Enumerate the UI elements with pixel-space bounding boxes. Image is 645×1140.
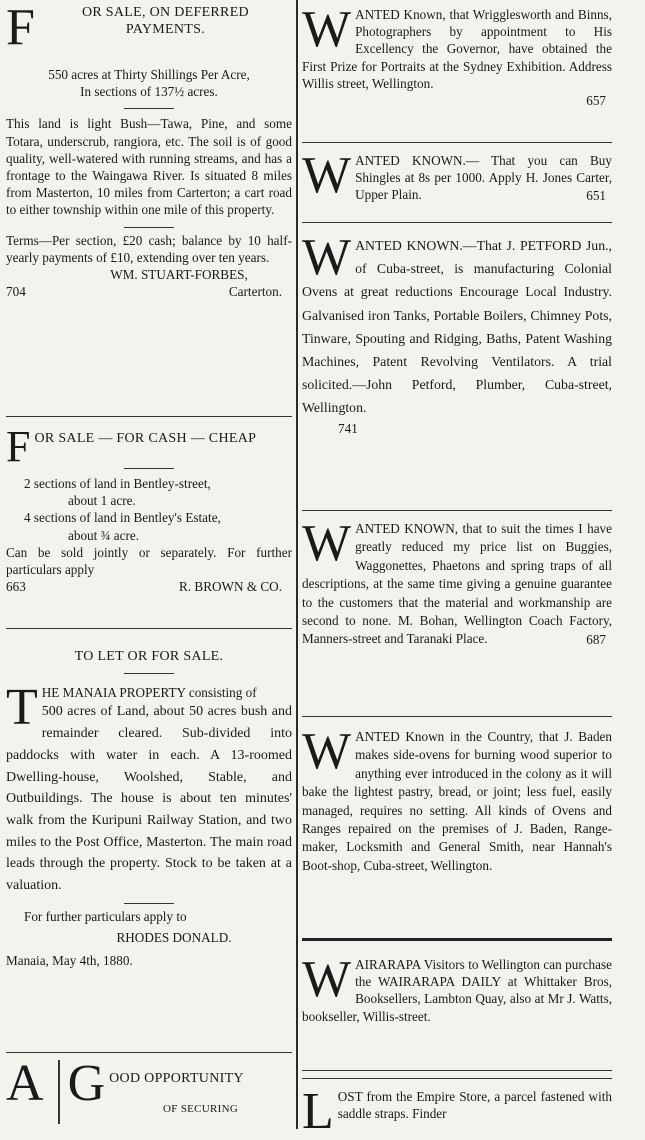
drop-cap: L bbox=[302, 1083, 334, 1140]
divider bbox=[6, 628, 292, 629]
ad-line: In sections of 137½ acres. bbox=[80, 84, 218, 100]
ad-body: 500 acres of Land, about 50 acres bush and remainder cleared. Sub-divided into paddocks with water in each. A 13-roomed Dwelling-house, Woolshed, Stable, and Outbuildings. The house is about ten minutes' walk from the Kuripuni Railway Station, and two miles to the Post Office, Masterton. The main road leads through the property. Stock to be taken at a valuation. bbox=[6, 704, 292, 894]
ad-title: OR SALE — FOR CASH — CHEAP bbox=[34, 431, 257, 446]
ad-petford bbox=[302, 229, 612, 437]
ad-title: OR SALE, ON DEFERRED bbox=[81, 5, 249, 20]
drop-cap: G bbox=[67, 1055, 106, 1112]
ad-body: This land is light Bush—Tawa, Pine, and some Totara, underscrub, rangiora, etc. The soil is of good quality, well-watered with running streams, and has a frontage to the Waingawa River. Is situated 8 miles from Masterton, 10 miles from Carterton; a cart road to either township within one mile of this property. bbox=[6, 116, 292, 218]
divider bbox=[6, 1052, 292, 1053]
ad-item: about ¾ acre. bbox=[68, 527, 140, 543]
ad-terms: Terms—Per section, £20 cash; balance by 10 half-yearly payments of £10, extending over ten years. bbox=[6, 232, 292, 265]
drop-cap: W bbox=[302, 723, 352, 780]
ad-to-let bbox=[6, 648, 292, 969]
ad-signature: RHODES DONALD. bbox=[116, 929, 232, 945]
ad-place: Carterton. bbox=[228, 284, 282, 300]
divider-thick bbox=[302, 938, 612, 941]
drop-cap: F bbox=[6, 0, 35, 56]
ad-line: 550 acres at Thirty Shillings Per Acre, bbox=[48, 67, 250, 82]
ad-body: Can be sold jointly or separately. For further particulars apply bbox=[6, 544, 292, 578]
ad-title: OOD OPPORTUNITY bbox=[109, 1071, 244, 1086]
ad-for-sale-cash bbox=[6, 422, 292, 595]
short-rule bbox=[124, 673, 174, 674]
ad-item: 2 sections of land in Bentley-street, bbox=[24, 476, 211, 491]
short-rule bbox=[124, 468, 174, 469]
ad-body: ANTED Known in the Country, that J. Baden makes side-ovens for burning wood superior to anything ever introduced in the colony as it will bake the lightest pastry, bread, or joint; less fuel, easily managed, requires no setting. All kinds of Ovens and Ranges repaired on the premises of J. Baden, Range-maker, Locksmith and General Smith, near Hannah's Boot-shop, Cuba-street, Wellington. bbox=[302, 729, 612, 873]
right-column bbox=[302, 0, 612, 1140]
divider bbox=[302, 1078, 612, 1079]
short-rule bbox=[124, 227, 174, 228]
divider bbox=[302, 1070, 612, 1071]
ad-item: about 1 acre. bbox=[68, 493, 136, 509]
divider bbox=[302, 510, 612, 511]
ad-body: OST from the Empire Store, a parcel fastened with saddle straps. Finder bbox=[337, 1089, 612, 1122]
ad-number: 657 bbox=[586, 93, 606, 109]
ad-signature: R. BROWN & CO. bbox=[179, 579, 282, 595]
ad-shingles bbox=[302, 147, 612, 204]
drop-cap: A bbox=[6, 1055, 44, 1112]
drop-cap: W bbox=[302, 229, 352, 286]
ad-title: TO LET OR FOR SALE. bbox=[74, 649, 224, 664]
divider bbox=[302, 142, 612, 143]
left-column bbox=[6, 0, 292, 1129]
ad-lost bbox=[302, 1083, 612, 1140]
ad-body: ANTED KNOWN.— That you can Buy Shingles at 8s per 1000. Apply H. Jones Carter, Upper Plain. bbox=[355, 153, 612, 203]
drop-cap: T bbox=[6, 679, 38, 737]
divider bbox=[302, 716, 612, 717]
ad-bohan bbox=[302, 515, 612, 648]
ad-body: ANTED KNOWN.—That J. PETFORD Jun., of Cuba-street, is manufacturing Colonial Ovens at great reductions Encourage Local Industry. Galvanised iron Tanks, Portable Boilers, Chimney Pots, Tinware, Spouting and Ridging, Baths, Patent Washing Machines, Patent Revolving Ventilators. A trial solicited.—John Petford, Plumber, Cuba-street, Wellington. bbox=[302, 238, 612, 416]
inner-rule bbox=[58, 1060, 60, 1124]
ad-wrigglesworth bbox=[302, 1, 612, 109]
drop-cap: F bbox=[6, 422, 31, 471]
divider bbox=[6, 416, 292, 417]
ad-date: Manaia, May 4th, 1880. bbox=[6, 953, 133, 969]
ad-apply: For further particulars apply to bbox=[24, 908, 187, 924]
ad-signature: WM. STUART-FORBES, bbox=[110, 267, 248, 283]
drop-cap: W bbox=[302, 147, 352, 204]
drop-cap: W bbox=[302, 1, 352, 58]
ad-number: 651 bbox=[586, 187, 606, 203]
short-rule bbox=[124, 903, 174, 904]
drop-cap: W bbox=[302, 951, 352, 1008]
ad-body: ANTED Known, that Wrigglesworth and Binns, Photographers by appointment to His Excellency the Governor, have obtained the First Prize for Portraits at the Sydney Exhibition. Address Willis street, Wellington. bbox=[302, 7, 612, 91]
column-divider bbox=[296, 0, 298, 1129]
ad-body: HE MANAIA PROPERTY consisting of bbox=[41, 685, 257, 701]
ad-title-2: PAYMENTS. bbox=[125, 22, 205, 38]
ad-good-opportunity bbox=[6, 1055, 292, 1124]
ad-number: 704 bbox=[6, 284, 26, 300]
ad-subtitle: OF SECURING bbox=[163, 1103, 239, 1116]
ad-wairarapa-visitors bbox=[302, 951, 612, 1025]
ad-for-sale-deferred bbox=[6, 0, 292, 300]
ad-number: 741 bbox=[338, 420, 358, 436]
divider bbox=[302, 222, 612, 223]
ad-number: 663 bbox=[6, 579, 26, 595]
short-rule bbox=[124, 108, 174, 109]
ad-number: 687 bbox=[586, 631, 606, 647]
ad-body: AIRARAPA Visitors to Wellington can purchase the WAIRARAPA DAILY at Whittaker Bros, Booksellers, Lambton Quay, also at Mr J. Watts, bookseller, Willis-street. bbox=[302, 957, 612, 1024]
ad-body: ANTED KNOWN, that to suit the times I have greatly reduced my price list on Buggies, Waggonettes, Phaetons and spring traps of all descriptions, at the same time giving a genuine guarantee to the customers that the material and workmanship are second to none. M. Bohan, Wellington Coach Factory, Manners-street and Taranaki Place. bbox=[302, 521, 612, 647]
drop-cap: W bbox=[302, 515, 352, 572]
ad-baden bbox=[302, 723, 612, 875]
ad-item: 4 sections of land in Bentley's Estate, bbox=[24, 510, 221, 526]
